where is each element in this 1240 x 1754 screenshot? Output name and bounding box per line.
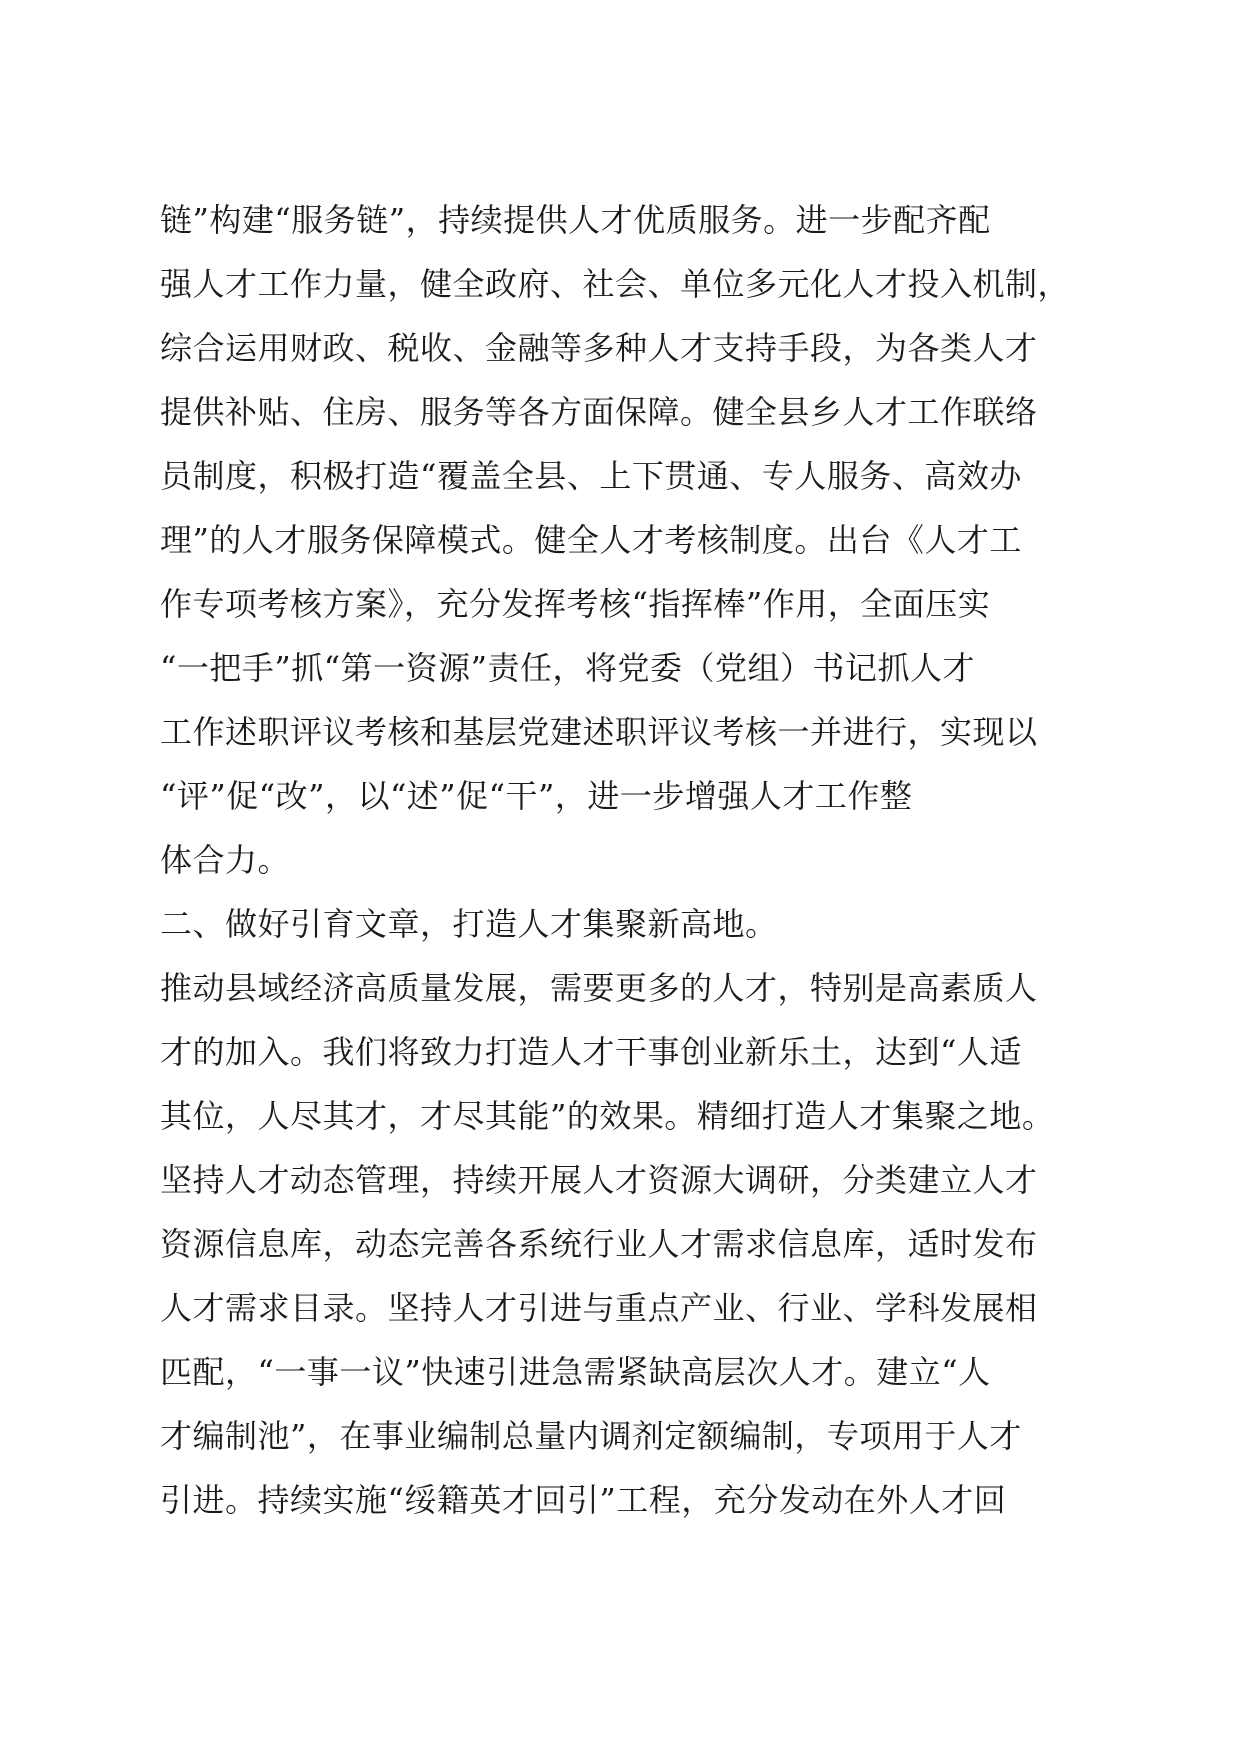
text-line: 引进。持续实施“绥籍英才回引”工程，充分发动在外人才回: [160, 1481, 1007, 1519]
text-line: 作专项考核方案》，充分发挥考核“指挥棒”作用，全面压实: [160, 585, 991, 623]
text-line: 其位，人尽其才，才尽其能”的效果。精细打造人才集聚之地。: [160, 1097, 1055, 1135]
text-line: 才的加入。我们将致力打造人才干事创业新乐土，达到“人适: [160, 1033, 1022, 1071]
text-line: 体合力。: [160, 841, 291, 879]
text-line: “一把手”抓“第一资源”责任，将党委（党组）书记抓人才: [160, 649, 975, 687]
text-line: 链”构建“服务链”，持续提供人才优质服务。进一步配齐配: [160, 201, 991, 239]
text-line: 员制度，积极打造“覆盖全县、上下贯通、专人服务、高效办: [160, 457, 1022, 495]
text-line: 理”的人才服务保障模式。健全人才考核制度。出台《人才工: [160, 521, 1022, 559]
text-line: 坚持人才动态管理，持续开展人才资源大调研，分类建立人才: [160, 1161, 1038, 1199]
text-line: 工作述职评议考核和基层党建述职评议考核一并进行，实现以: [160, 713, 1038, 751]
text-line: 推动县域经济高质量发展，需要更多的人才，特别是高素质人: [160, 969, 1038, 1007]
body-text: [160, 188, 1100, 1532]
section-heading: 二、做好引育文章，打造人才集聚新高地。: [160, 905, 778, 943]
text-line: 提供补贴、住房、服务等各方面保障。健全县乡人才工作联络: [160, 393, 1038, 431]
text-line: “评”促“改”，以“述”促“干”，进一步增强人才工作整: [160, 777, 913, 815]
text-line: 匹配，“一事一议”快速引进急需紧缺高层次人才。建立“人: [160, 1353, 991, 1391]
text-line: 资源信息库，动态完善各系统行业人才需求信息库，适时发布: [160, 1225, 1038, 1263]
text-line: 强人才工作力量，健全政府、社会、单位多元化人才投入机制，: [160, 265, 1071, 303]
text-line: 才编制池”，在事业编制总量内调剂定额编制，专项用于人才: [160, 1417, 1022, 1455]
text-line: 人才需求目录。坚持人才引进与重点产业、行业、学科发展相: [160, 1289, 1038, 1327]
text-line: 综合运用财政、税收、金融等多种人才支持手段，为各类人才: [160, 329, 1038, 367]
